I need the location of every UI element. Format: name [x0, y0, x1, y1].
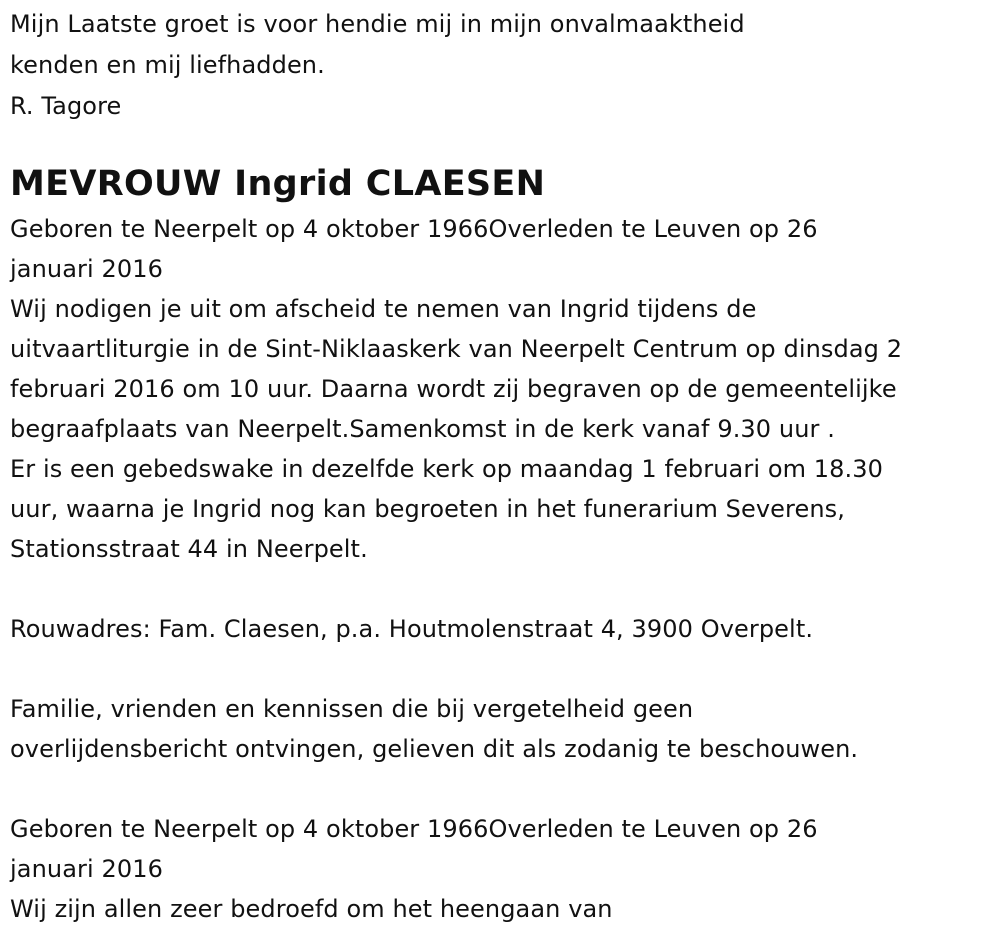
epigraph-quote — [10, 4, 995, 127]
spacer — [10, 649, 995, 689]
text-line: januari 2016 — [10, 255, 163, 283]
text-line: Geboren te Neerpelt op 4 oktober 1966Overleden te Leuven op 26 — [10, 815, 818, 843]
text-line: uur, waarna je Ingrid nog kan begroeten in het funerarium Severens, — [10, 495, 845, 523]
text-line: Stationsstraat 44 in Neerpelt. — [10, 535, 368, 563]
quote-author: R. Tagore — [10, 92, 122, 120]
deceased-name-title: MEVROUW Ingrid CLAESEN — [10, 164, 546, 204]
text-line: begraafplaats van Neerpelt.Samenkomst in de kerk vanaf 9.30 uur . — [10, 415, 835, 443]
quote-line: Mijn Laatste groet is voor hendie mij in mijn onvalmaaktheid — [10, 10, 745, 38]
prayer-wake-info — [10, 449, 995, 569]
quote-line: kenden en mij liefhadden. — [10, 51, 325, 79]
birth-death-info — [10, 209, 995, 289]
closing-line: Wij zijn allen zeer bedroefd om het heengaan van — [10, 895, 613, 923]
text-line: Geboren te Neerpelt op 4 oktober 1966Overleden te Leuven op 26 — [10, 215, 818, 243]
mourning-address: Rouwadres: Fam. Claesen, p.a. Houtmolenstraat 4, 3900 Overpelt. — [10, 615, 814, 643]
spacer — [10, 569, 995, 609]
text-line: overlijdensbericht ontvingen, gelieven dit als zodanig te beschouwen. — [10, 735, 859, 763]
birth-death-info-repeat — [10, 809, 995, 889]
funeral-invitation — [10, 289, 995, 449]
text-line: uitvaartliturgie in de Sint-Niklaaskerk van Neerpelt Centrum op dinsdag 2 — [10, 335, 903, 363]
spacer — [10, 127, 995, 159]
text-line: februari 2016 om 10 uur. Daarna wordt zij begraven op de gemeentelijke — [10, 375, 897, 403]
text-line: Wij nodigen je uit om afscheid te nemen van Ingrid tijdens de — [10, 295, 757, 323]
text-line: Familie, vrienden en kennissen die bij vergetelheid geen — [10, 695, 694, 723]
spacer — [10, 769, 995, 809]
notice-paragraph — [10, 689, 995, 769]
text-line: januari 2016 — [10, 855, 163, 883]
text-line: Er is een gebedswake in dezelfde kerk op maandag 1 februari om 18.30 — [10, 455, 884, 483]
obituary-document — [10, 4, 995, 929]
